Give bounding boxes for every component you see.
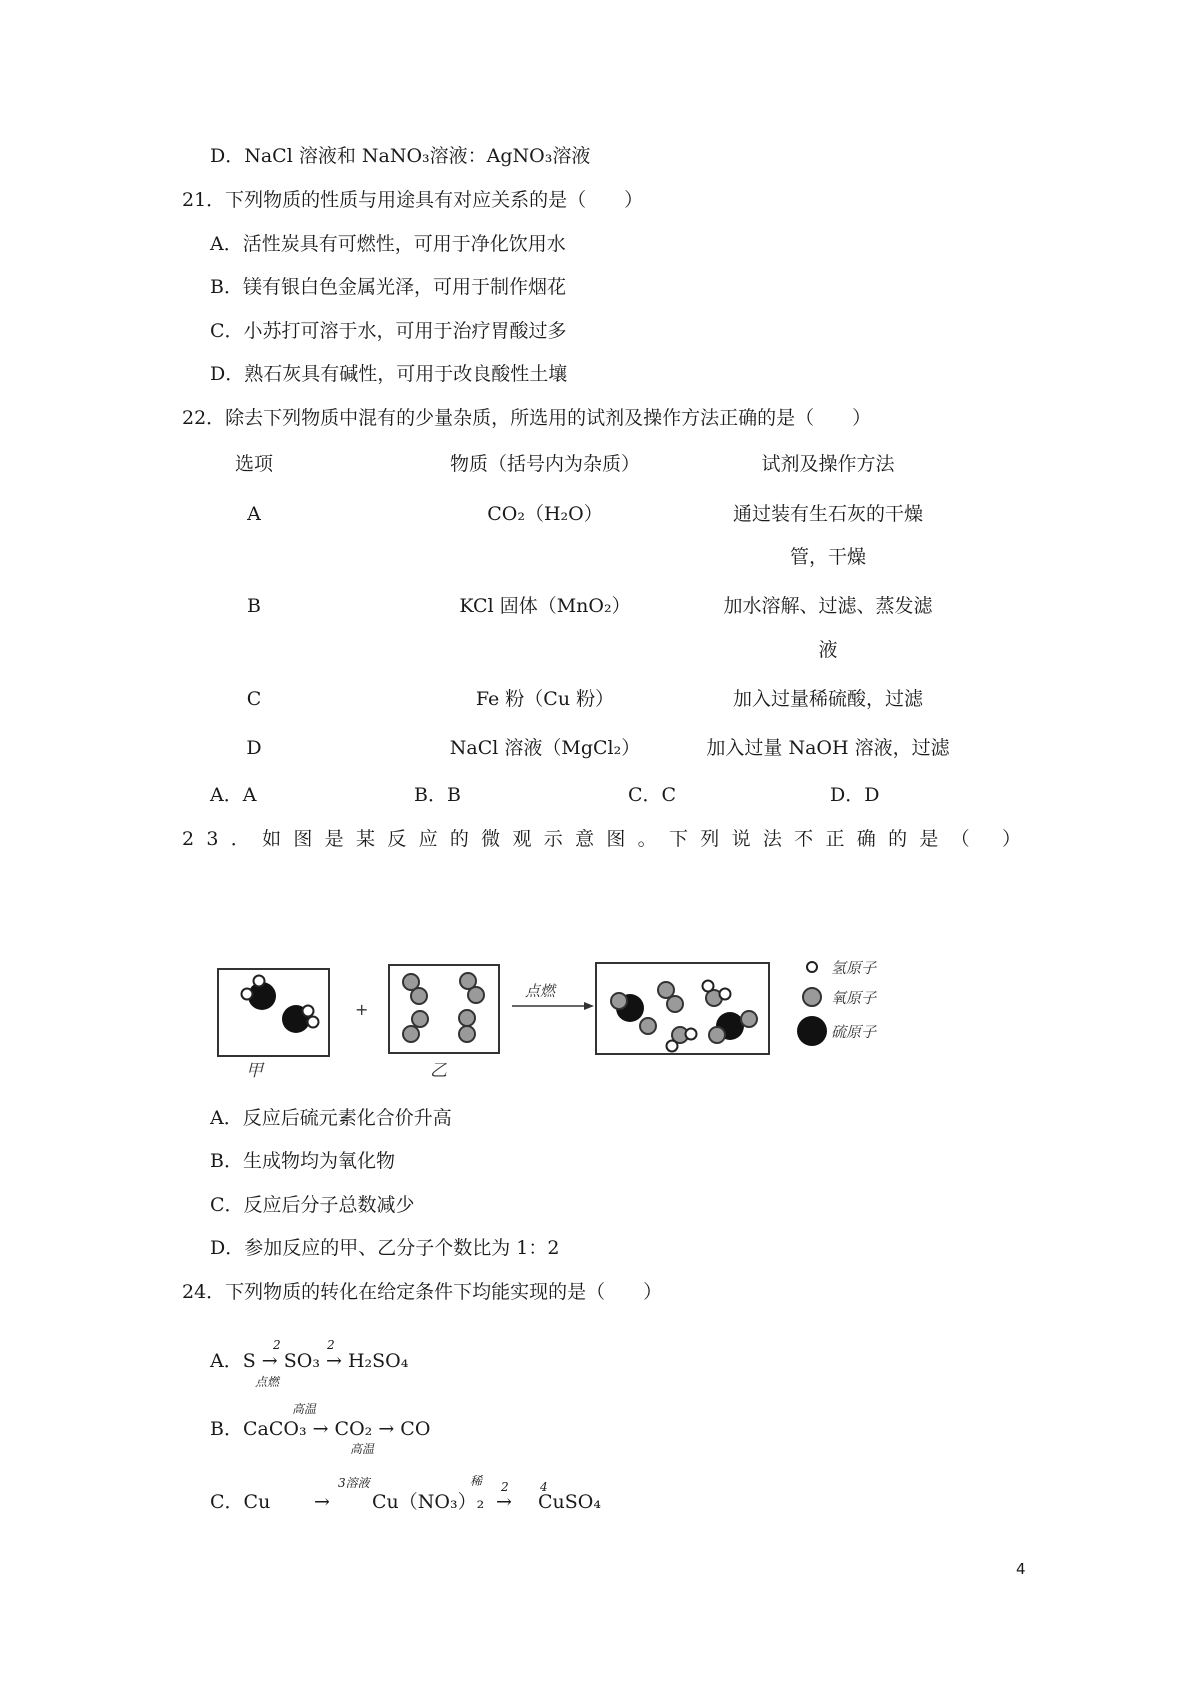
header-method: 试剂及操作方法 (761, 453, 895, 475)
q24-c-mid: Cu（NO₃）₂ (372, 1491, 485, 1513)
q22-answer-b: B．B (414, 784, 461, 806)
page-number: 4 (1016, 1560, 1026, 1578)
q22-answer-d: D．D (830, 784, 880, 806)
q24-option-c-prefix: C．Cu (210, 1491, 271, 1513)
q23-stem-end: ） (1002, 828, 1022, 850)
legend-sulfur: 硫原子 (831, 1023, 877, 1041)
product-box (596, 963, 769, 1054)
q21-option-c: C．小苏打可溶于水，可用于治疗胃酸过多 (210, 320, 567, 342)
header-option: 选项 (234, 453, 273, 475)
q22-answer-a: A．A (210, 784, 257, 806)
row-option: D (246, 737, 262, 759)
q21-stem: 21．下列物质的性质与用途具有对应关系的是（ ） (182, 189, 644, 211)
row-option: A (247, 503, 261, 525)
row-method-cont: 管，干燥 (789, 546, 866, 568)
q22-stem: 22．除去下列物质中混有的少量杂质，所选用的试剂及操作方法正确的是（ ） (182, 407, 872, 429)
q24-a-top2: 2 (327, 1338, 335, 1352)
q22-answer-c: C．C (628, 784, 677, 806)
q21-option-d: D．熟石灰具有碱性，可用于改良酸性土壤 (210, 363, 568, 385)
q24-a-bottom: 点燃 (255, 1375, 280, 1389)
q24-c-top1: 3溶液 (338, 1476, 370, 1490)
hydrogen-legend-icon (807, 962, 817, 972)
label-jia: 甲 (246, 1061, 263, 1081)
q24-c-arrow1: → (314, 1491, 330, 1513)
q24-c-top2: 稀 (470, 1474, 483, 1488)
so2-molecule (611, 993, 656, 1034)
q24-a-top1: 2 (273, 1338, 281, 1352)
row-substance: Fe 粉（Cu 粉） (475, 688, 615, 710)
q21-option-b: B．镁有银白色金属光泽，可用于制作烟花 (210, 276, 566, 298)
row-method: 加入过量 NaOH 溶液，过滤 (706, 737, 950, 759)
q24-b-bottom: 高温 (350, 1442, 375, 1456)
row-method: 通过装有生石灰的干燥 (732, 503, 923, 525)
reactant-yi-box (389, 965, 499, 1053)
h2o-molecule (703, 981, 731, 1007)
q21-option-a: A．活性炭具有可燃性，可用于净化饮用水 (210, 233, 566, 255)
reaction-arrow-head (584, 1002, 594, 1010)
sulfur-legend-icon (797, 1016, 827, 1046)
q24-stem: 24．下列物质的转化在给定条件下均能实现的是（ ） (182, 1281, 663, 1303)
q23-option-d: D．参加反应的甲、乙分子个数比为 1：2 (210, 1237, 560, 1259)
h2s-molecule (242, 976, 277, 1011)
q24-option-b: B．CaCO₃ → CO₂ → CO (210, 1418, 431, 1440)
row-substance: KCl 固体（MnO₂） (459, 595, 631, 617)
row-substance: CO₂（H₂O） (487, 503, 603, 525)
q24-c-end: CuSO₄ (538, 1491, 601, 1513)
q24-option-a: A．S → SO₃ → H₂SO₄ (210, 1350, 409, 1372)
label-yi: 乙 (430, 1061, 447, 1081)
o2-molecule (658, 982, 683, 1012)
row-method-cont: 液 (818, 639, 838, 661)
so2-molecule (709, 1011, 757, 1043)
q24-b-top: 高温 (292, 1402, 317, 1416)
legend-oxygen: 氧原子 (831, 989, 877, 1007)
q24-c-top4: 4 (540, 1480, 548, 1494)
legend-hydrogen: 氢原子 (831, 959, 877, 977)
row-method: 加入过量稀硫酸，过滤 (732, 688, 923, 710)
row-substance: NaCl 溶液（MgCl₂） (449, 737, 641, 759)
reactant-jia-box (218, 969, 329, 1056)
oxygen-legend-icon (803, 988, 821, 1006)
q24-c-arrow2: → (496, 1491, 512, 1513)
q23-option-c: C．反应后分子总数减少 (210, 1194, 415, 1216)
q23-stem: 23．如图是某反应的微观示意图。下列说法不正确的是（ (182, 828, 982, 850)
q23-option-a: A．反应后硫元素化合价升高 (210, 1107, 452, 1129)
row-option: B (247, 595, 261, 617)
q24-c-top3: 2 (501, 1480, 509, 1494)
h2s-molecule (282, 1005, 319, 1033)
row-option: C (246, 688, 262, 710)
plus-sign: + (355, 1000, 369, 1019)
q20-option-d: D．NaCl 溶液和 NaNO₃溶液：AgNO₃溶液 (210, 145, 591, 167)
o2-molecules (403, 973, 484, 1042)
row-method: 加水溶解、过滤、蒸发滤 (723, 595, 933, 617)
header-substance: 物质（括号内为杂质） (449, 453, 640, 475)
h2o-molecule (667, 1027, 697, 1052)
ignite-label: 点燃 (525, 982, 556, 1000)
q23-option-b: B．生成物均为氧化物 (210, 1150, 395, 1172)
